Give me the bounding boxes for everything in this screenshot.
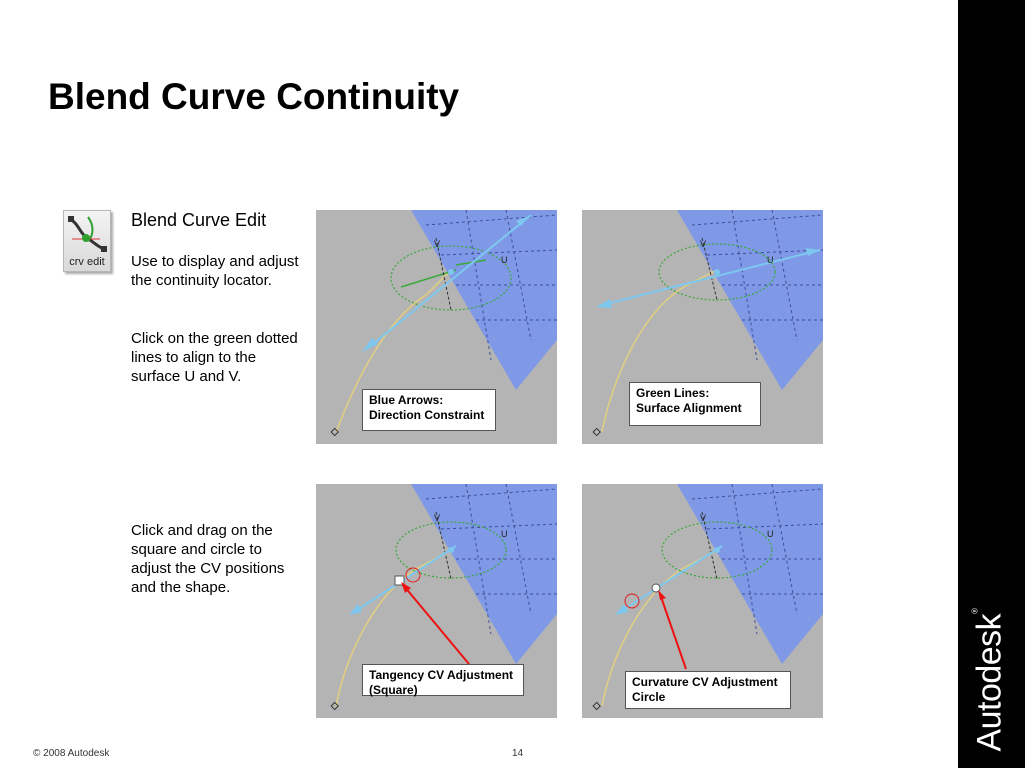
u-axis-label: U <box>767 529 774 539</box>
footer-copyright: © 2008 Autodesk <box>33 748 110 759</box>
page-number: 14 <box>512 748 524 759</box>
screenshot-surface-alignment <box>582 210 823 444</box>
surface-patch <box>677 210 823 390</box>
section-heading: Blend Curve Edit <box>131 210 267 230</box>
callout-direction-constraint: Blue Arrows: Direction Constraint <box>362 389 496 431</box>
crv-edit-icon <box>63 210 111 272</box>
slide-title: Blend Curve Continuity <box>48 76 460 117</box>
surface-patch <box>411 484 557 664</box>
autodesk-logo: Autodesk® <box>970 608 1009 752</box>
description-paragraph: Use to display and adjust the continuity locator. <box>131 253 299 289</box>
surface-patch <box>411 210 557 390</box>
u-axis-label: U <box>501 255 508 265</box>
instruction-paragraph: Click and drag on the square and circle to adjust the CV positions and the shape. <box>131 522 285 596</box>
v-axis-label: V <box>434 239 441 249</box>
v-axis-label: V <box>700 513 707 523</box>
screenshot-curvature-cv <box>582 484 823 718</box>
instruction-paragraph: Click on the green dotted lines to align to the surface U and V. <box>131 330 298 385</box>
v-axis-label: V <box>434 513 441 523</box>
u-axis-label: U <box>767 255 774 265</box>
tool-icon-label: crv edit <box>69 256 105 268</box>
u-axis-label: U <box>501 529 508 539</box>
screenshot-direction-constraint <box>316 210 557 444</box>
screenshot-tangency-cv <box>316 484 557 718</box>
v-axis-label: V <box>700 239 707 249</box>
callout-surface-alignment: Green Lines: Surface Alignment <box>629 382 761 426</box>
callout-tangency-cv: Tangency CV Adjustment (Square) <box>362 664 524 696</box>
surface-patch <box>677 484 823 664</box>
callout-curvature-cv: Curvature CV Adjustment Circle <box>625 671 791 709</box>
